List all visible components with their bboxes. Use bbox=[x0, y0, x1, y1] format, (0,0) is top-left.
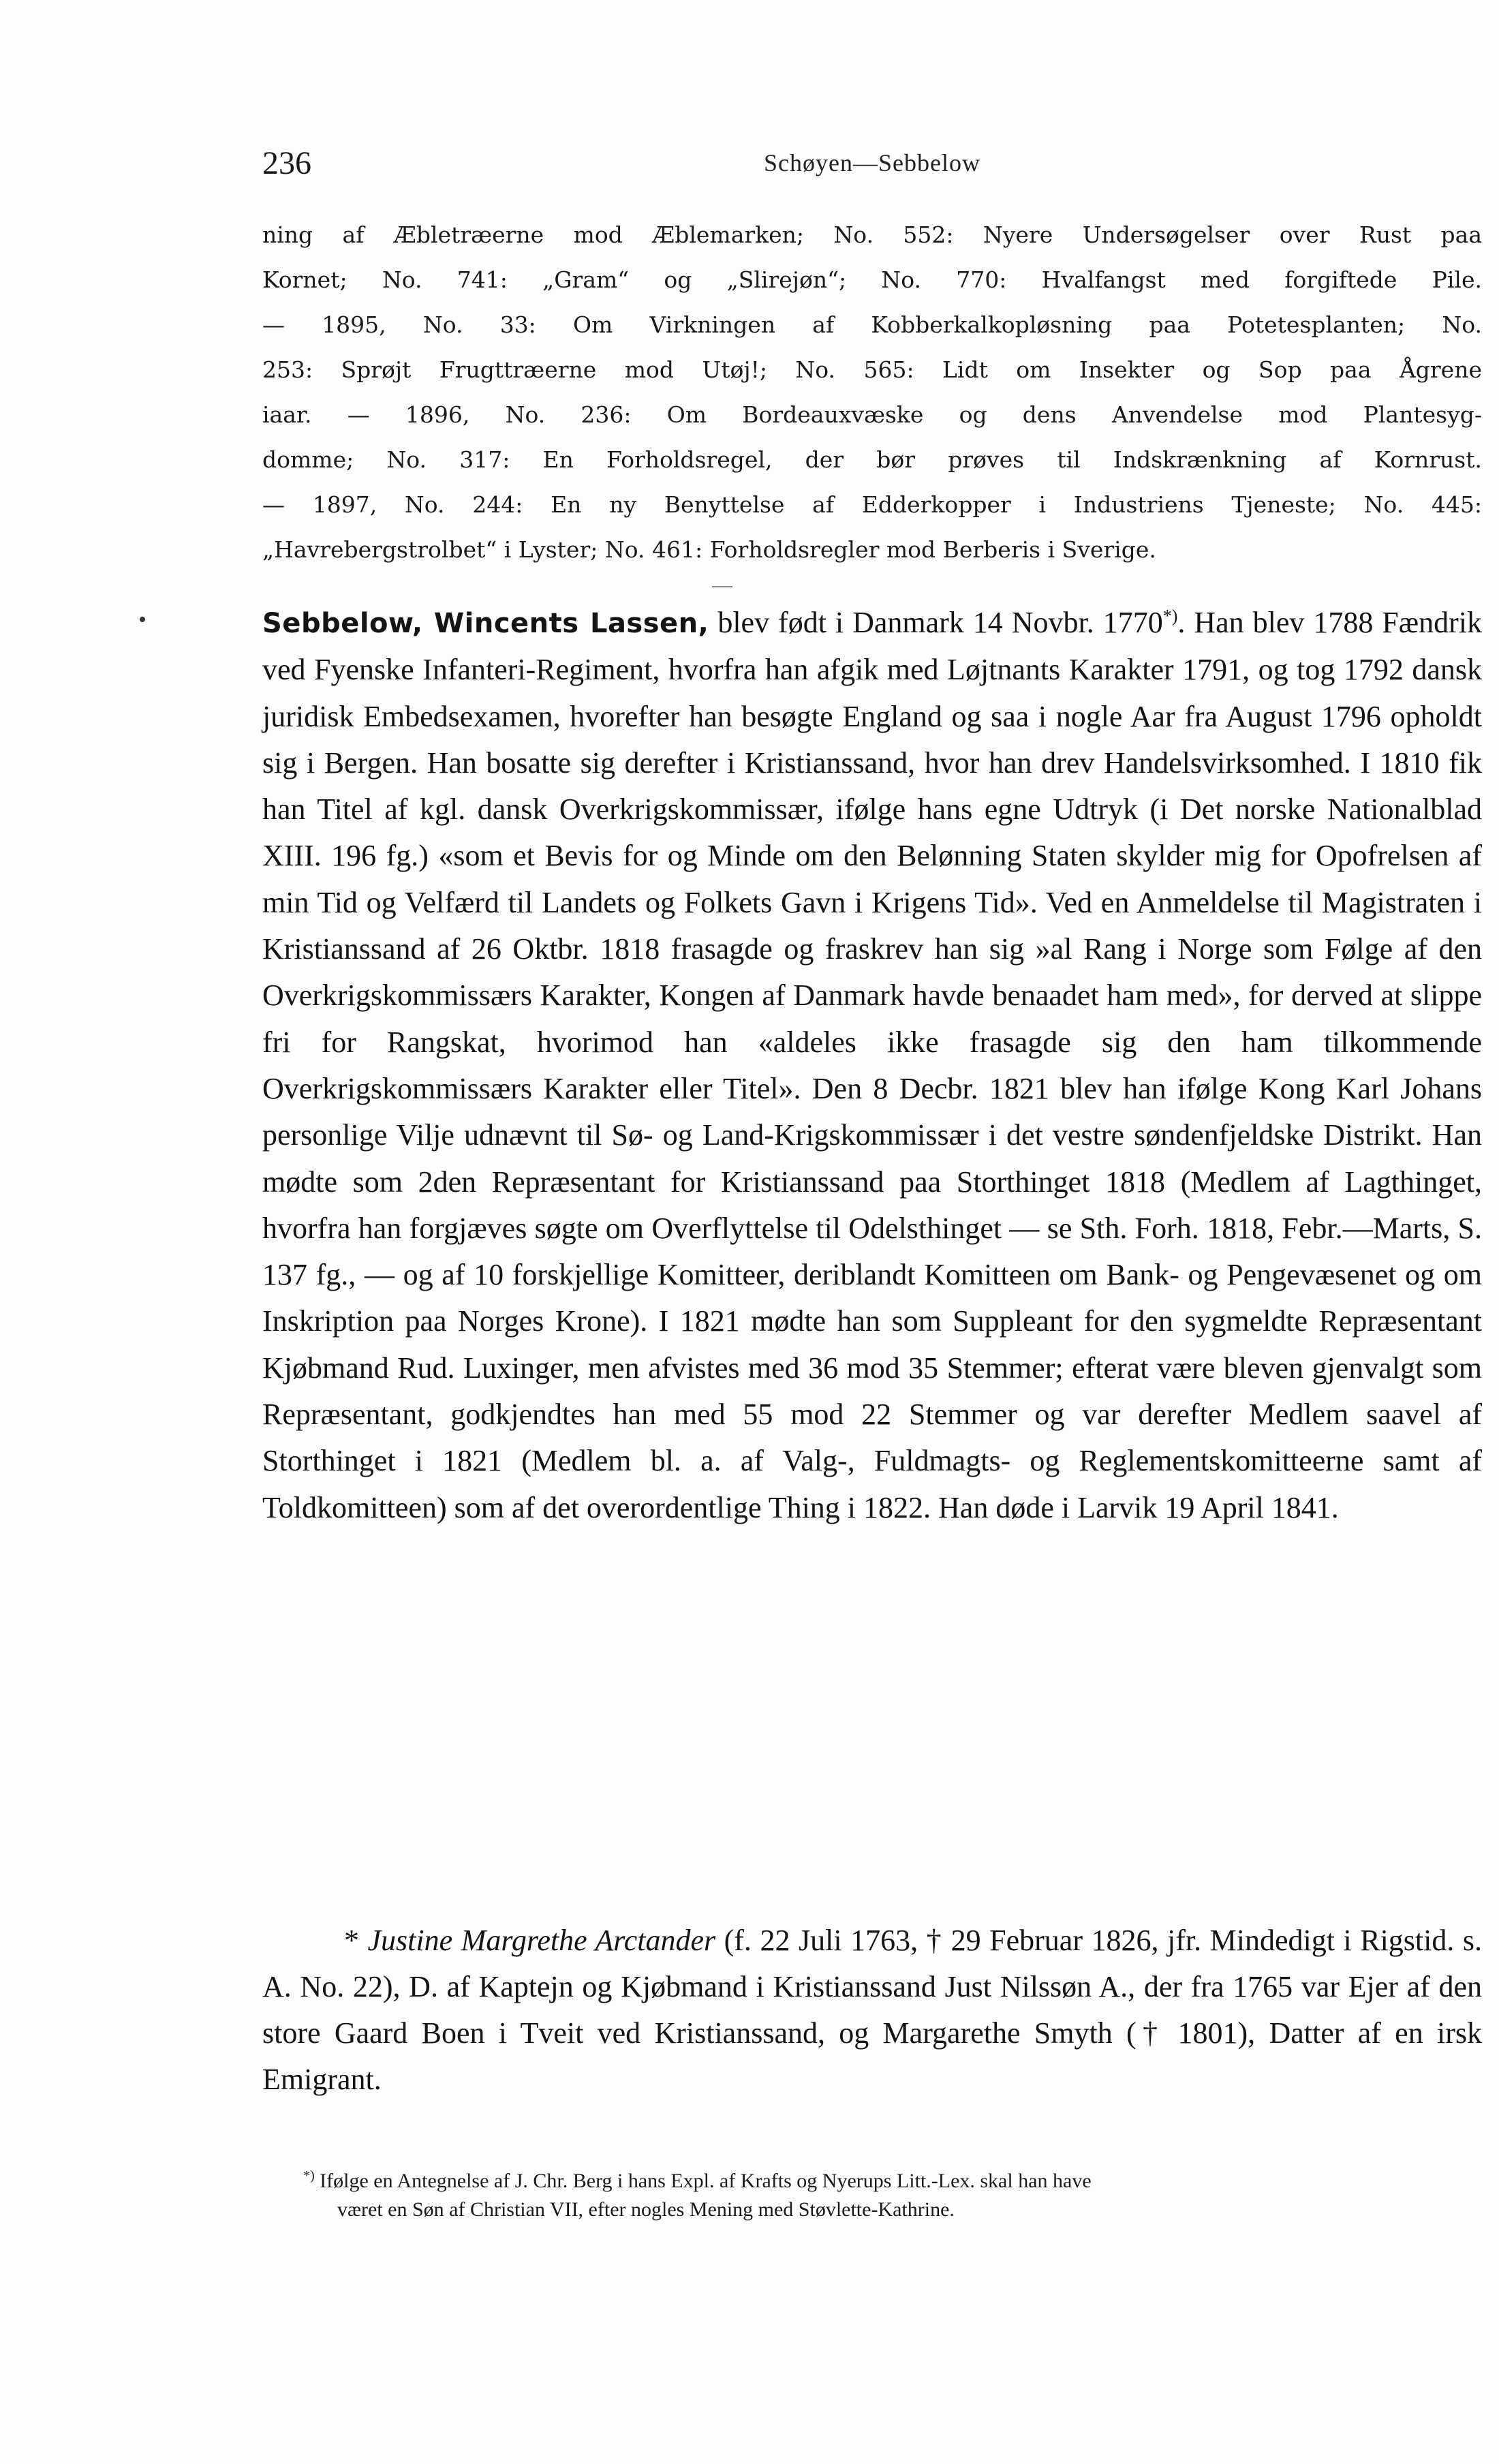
running-title: Schøyen—Sebbelow bbox=[764, 149, 980, 176]
footnote-marker: *) bbox=[1162, 606, 1178, 626]
bibliography-line: — 1895, No. 33: Om Virkningen af Kobberkalkopløsning paa Potetesplanten; No. bbox=[262, 311, 1482, 338]
entry-name: Sebbelow, Wincents Lassen, bbox=[262, 608, 709, 639]
page-header bbox=[262, 144, 1482, 185]
bibliography-line: — 1897, No. 244: En ny Benyttelse af Edderkopper i Industriens Tjeneste; No. 445: bbox=[262, 491, 1482, 518]
footnote bbox=[262, 2167, 1482, 2224]
footnote-marker: *) bbox=[303, 2168, 315, 2183]
page-number: 236 bbox=[262, 145, 311, 181]
bibliography-line: ning af Æbletræerne mod Æblemarken; No. 552: Nyere Undersøgelser over Rust paa bbox=[262, 221, 1482, 248]
bibliography-line: „Havrebergstrolbet“ i Lyster; No. 461: Forholdsregler mod Berberis i Sverige. bbox=[262, 536, 1156, 563]
biography-entry bbox=[262, 600, 1482, 1531]
footnote-text: Ifølge en Antegnelse af J. Chr. Berg i hans Expl. af Krafts og Nyerups Litt.-Lex. skal han have bbox=[314, 2170, 1092, 2192]
previous-entry-bibliography bbox=[262, 213, 1482, 572]
bibliography-line: 253: Sprøjt Frugttræerne mod Utøj!; No. 565: Lidt om Insekter og Sop paa Ågrene bbox=[262, 356, 1482, 383]
footnote-text: været en Søn af Christian VII, efter nogles Mening med Støvlette-Kathrine. bbox=[337, 2198, 955, 2221]
separator-mark bbox=[712, 586, 732, 587]
biography-text: blev født i Danmark 14 Novbr. 1770 bbox=[709, 606, 1163, 639]
bibliography-line: Kornet; No. 741: „Gram“ og „Slirejøn“; No. 770: Hvalfangst med forgiftede Pile. bbox=[262, 266, 1482, 293]
biography-text: . Han blev 1788 Fændrik ved Fyenske Infanteri-Regiment, hvorfra han afgik med Løjtnants Karakter 1791, og tog 1792 dansk juridisk Embedsexamen, hvorefter han besøgte England og saa i nogle Aar fra August 1796 opholdt sig i Bergen. Han bosatte sig derefter i Kristianssand, hvor han drev Handelsvirksomhed. I 1810 fik han Titel af kgl. dansk Overkrigskommissær, ifølge hans egne Udtryk (i Det norske Nationalblad XIII. 196 fg.) «som et Bevis for og Minde om den Belønning Staten skylder mig for Opofrelsen af min Tid og Velfærd til Landets og Folkets Gavn i Krigens Tid». Ved en Anmeldelse til Magistraten i Kristianssand af 26 Oktbr. 1818 frasagde og fraskrev han sig »al Rang i Norge som Følge af den Overkrigskommissærs Karakter, Kongen af Danmark havde benaadet ham med», for derved at slippe fri for Rangskat, hvorimod han «aldeles ikke frasagde sig den ham tilkommende Overkrigskommissærs Karakter eller Titel». Den 8 Decbr. 1821 blev han ifølge Kong Karl Johans personlige Vilje udnævnt til Sø- og Land-Krigskommissær i det vestre søndenfjeldske Distrikt. Han mødte som 2den Repræsentant for Kristianssand paa Storthinget 1818 (Medlem af Lagthinget, hvorfra han forgjæves søgte om Overflyttelse til Odelsthinget — se Sth. Forh. 1818, Febr.—Marts, S. 137 fg., — og af 10 forskjellige Komitteer, deriblandt Komitteen om Bank- og Pengevæsenet og om Inskription paa Norges Krone). I 1821 mødte han som Suppleant for den sygmeldte Repræsentant Kjøbmand Rud. Luxinger, men afvistes med 36 mod 35 Stemmer; efterat være bleven gjenvalgt som Repræsentant, godkjendtes han med 55 mod 22 Stemmer og var derefter Medlem saavel af Storthinget i 1821 (Medlem bl. a. af Valg-, Fuldmagts- og Reglementskomitteerne samt af Toldkomitteen) som af det overordentlige Thing i 1822. Han døde i Larvik 19 April 1841. bbox=[262, 606, 1482, 1524]
bibliography-line: domme; No. 317: En Forholdsregel, der bør prøves til Indskrænkning af Kornrust. bbox=[262, 446, 1482, 473]
margin-dot bbox=[140, 617, 145, 622]
mother-note bbox=[262, 1918, 1482, 2103]
bibliography-line: iaar. — 1896, No. 236: Om Bordeauxvæske og dens Anvendelse mod Plantesyg- bbox=[262, 401, 1482, 428]
mother-name: Justine Margrethe Arctander bbox=[367, 1924, 716, 1957]
note-marker: * bbox=[344, 1924, 359, 1957]
note-text: (f. 22 Juli 1763, † 29 Februar 1826, jfr. Mindedigt i Rigstid. s. A. No. 22), D. af Kaptejn og Kjøbmand i Kristianssand Just Nilssøn A., der fra 1765 var Ejer af den store Gaard Boen i Tveit ved Kristianssand, og Margarethe Smyth († 1801), Datter af en irsk Emigrant. bbox=[262, 1924, 1483, 2096]
